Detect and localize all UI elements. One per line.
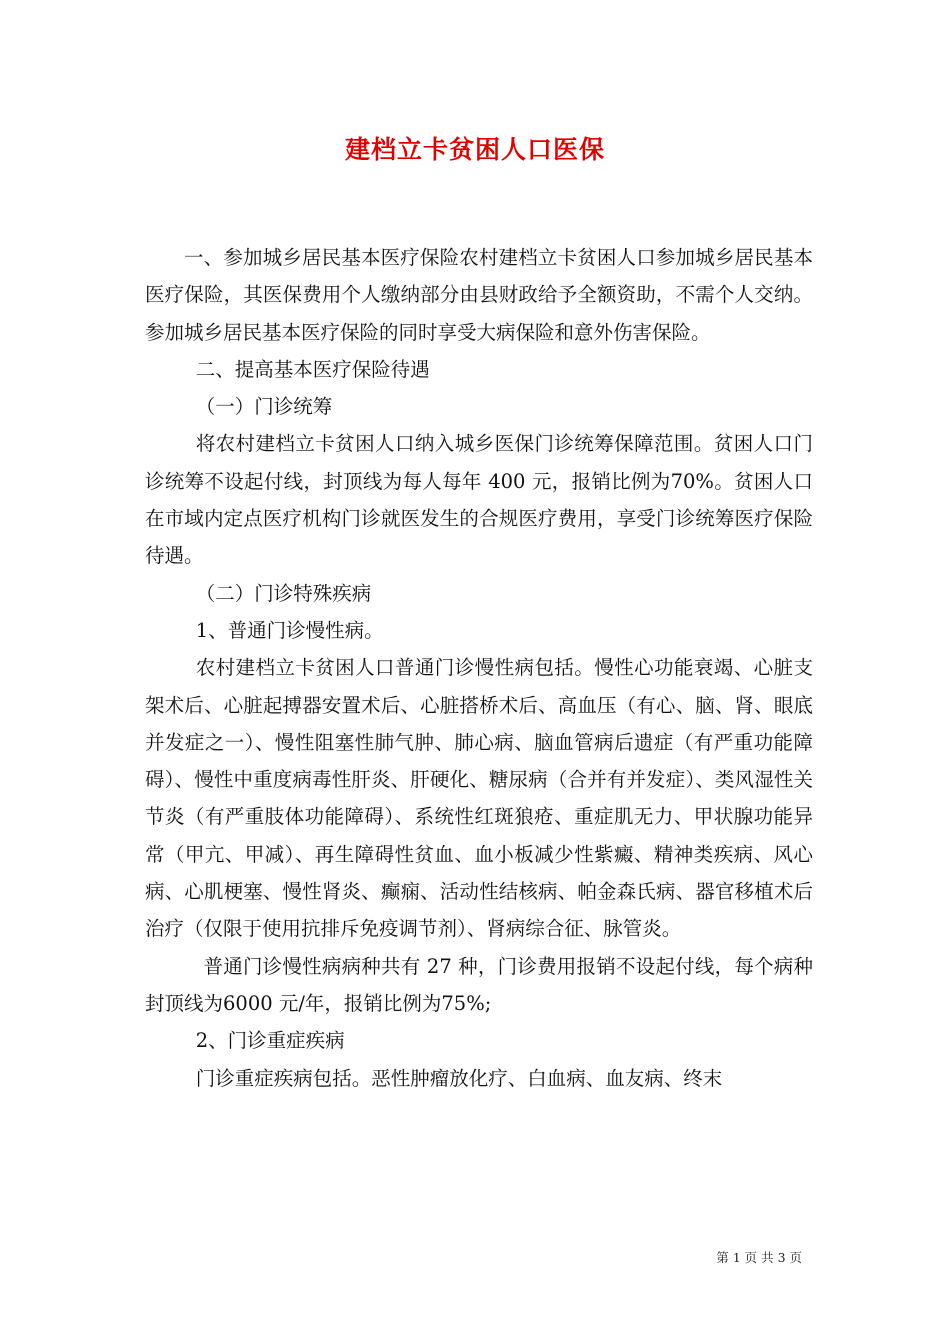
paragraph-chronic-disease-list: 农村建档立卡贫困人口普通门诊慢性病包括。慢性心功能衰竭、心脏支架术后、心脏起搏器安置术后、心脏搭桥术后、高血压（有心、脑、肾、眼底并发症之一）、慢性阻塞性肺气肿、肺心病、脑血管病后遗症（有严重功能障碍）、慢性中重度病毒性肝炎、肝硬化、糖尿病（合并有并发症）、类风湿性关节炎（有严重肢体功能障碍）、系统性红斑狼疮、重症肌无力、甲状腺功能异常（甲亢、甲减）、再生障碍性贫血、血小板减少性紫癜、精神类疾病、风心病、心肌梗塞、慢性肾炎、癫痫、活动性结核病、帕金森氏病、器官移植术后治疗（仅限于使用抗排斥免疫调节剂）、肾病综合征、脉管炎。 — [145, 656, 813, 941]
heading-special-diseases: （二）门诊特殊疾病 — [195, 581, 372, 605]
page-number: 第 1 页 共 3 页 — [716, 1250, 802, 1265]
heading-severe-diseases: 2、门诊重症疾病 — [195, 1029, 345, 1053]
document-body — [145, 239, 813, 1097]
paragraph-insurance-enrollment: 一、参加城乡居民基本医疗保险农村建档立卡贫困人口参加城乡居民基本医疗保险，其医保费用个人缴纳部分由县财政给予全额资助，不需个人交纳。参加城乡居民基本医疗保险的同时享受大病保险和意外伤害保险。 — [145, 246, 813, 344]
heading-improve-benefits: 二、提高基本医疗保险待遇 — [195, 357, 430, 381]
paragraph-outpatient-pooling: 将农村建档立卡贫困人口纳入城乡医保门诊统筹保障范围。贫困人口门诊统筹不设起付线，封顶线为每人每年 400 元，报销比例为70%。贫困人口在市域内定点医疗机构门诊就医发生的合规医疗费用，享受门诊统筹医疗保险待遇。 — [145, 432, 813, 568]
heading-chronic-diseases: 1、普通门诊慢性病。 — [195, 618, 384, 642]
heading-outpatient-pooling: （一）门诊统筹 — [195, 395, 333, 419]
paragraph-severe-disease-list: 门诊重症疾病包括。恶性肿瘤放化疗、白血病、血友病、终末 — [195, 1066, 723, 1090]
page-title: 建档立卡贫困人口医保 — [344, 135, 605, 164]
paragraph-chronic-reimbursement: 普通门诊慢性病病种共有 27 种，门诊费用报销不设起付线，每个病种封顶线为6000 元/年，报销比例为75%; — [145, 954, 813, 1015]
